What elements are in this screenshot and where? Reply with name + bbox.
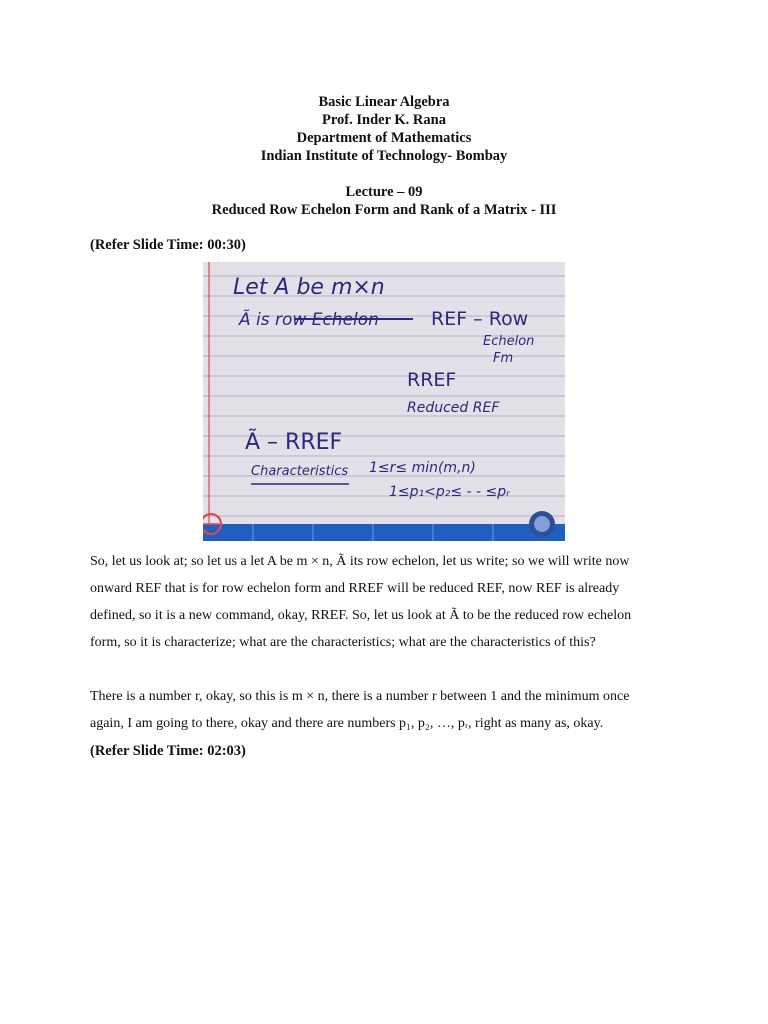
slide-line: Ã is row Echelon xyxy=(239,310,379,330)
professor-name: Prof. Inder K. Rana xyxy=(322,112,446,128)
paragraph-2 xyxy=(90,683,680,737)
course-title: Basic Linear Algebra xyxy=(318,94,450,110)
department-name: Department of Mathematics xyxy=(296,130,472,146)
slide-handwriting xyxy=(203,262,565,541)
slide-line: Characteristics xyxy=(251,464,349,479)
paragraph-1-line: So, let us look at; so let us a let A be m × n, Ã its row echelon, let us write; so we will write now xyxy=(90,554,630,569)
slide-line: Echelon xyxy=(483,334,535,349)
slide-line: RREF xyxy=(407,369,457,391)
paragraph-1-line: form, so it is characterize; what are the characteristics; what are the characteristics of this? xyxy=(90,635,596,650)
paragraph-2-line: There is a number r, okay, so this is m × n, there is a number r between 1 and the minimum once xyxy=(90,689,630,704)
refer-slide-time-2: (Refer Slide Time: 02:03) xyxy=(90,743,246,759)
lecture-slide-image xyxy=(203,262,565,541)
slide-line: Let A be m×n xyxy=(233,275,385,300)
lecture-title: Reduced Row Echelon Form and Rank of a Matrix - III xyxy=(211,202,557,218)
slide-line: 1≤p₁<p₂≤ - - ≤pᵣ xyxy=(389,484,510,500)
institute-name: Indian Institute of Technology- Bombay xyxy=(260,148,508,164)
slide-line: REF – Row xyxy=(431,308,529,330)
paragraph-2-line: again, I am going to there, okay and there are numbers p₁, p₂, …, pᵣ, right as many as, okay. xyxy=(90,716,604,731)
refer-slide-time-1: (Refer Slide Time: 00:30) xyxy=(90,237,246,253)
paragraph-1-line: defined, so it is a new command, okay, RREF. So, let us look at Ã to be the reduced row echelon xyxy=(90,608,632,623)
lecture-number: Lecture – 09 xyxy=(345,184,423,200)
slide-line: Fm xyxy=(493,351,514,366)
slide-line: Ã – RREF xyxy=(245,430,343,455)
slide-line: 1≤r≤ min(m,n) xyxy=(369,460,476,476)
slide-line: Reduced REF xyxy=(407,400,500,416)
paragraph-1-line: onward REF that is for row echelon form and RREF will be reduced REF, now REF is already xyxy=(90,581,620,596)
paragraph-1 xyxy=(90,548,680,656)
